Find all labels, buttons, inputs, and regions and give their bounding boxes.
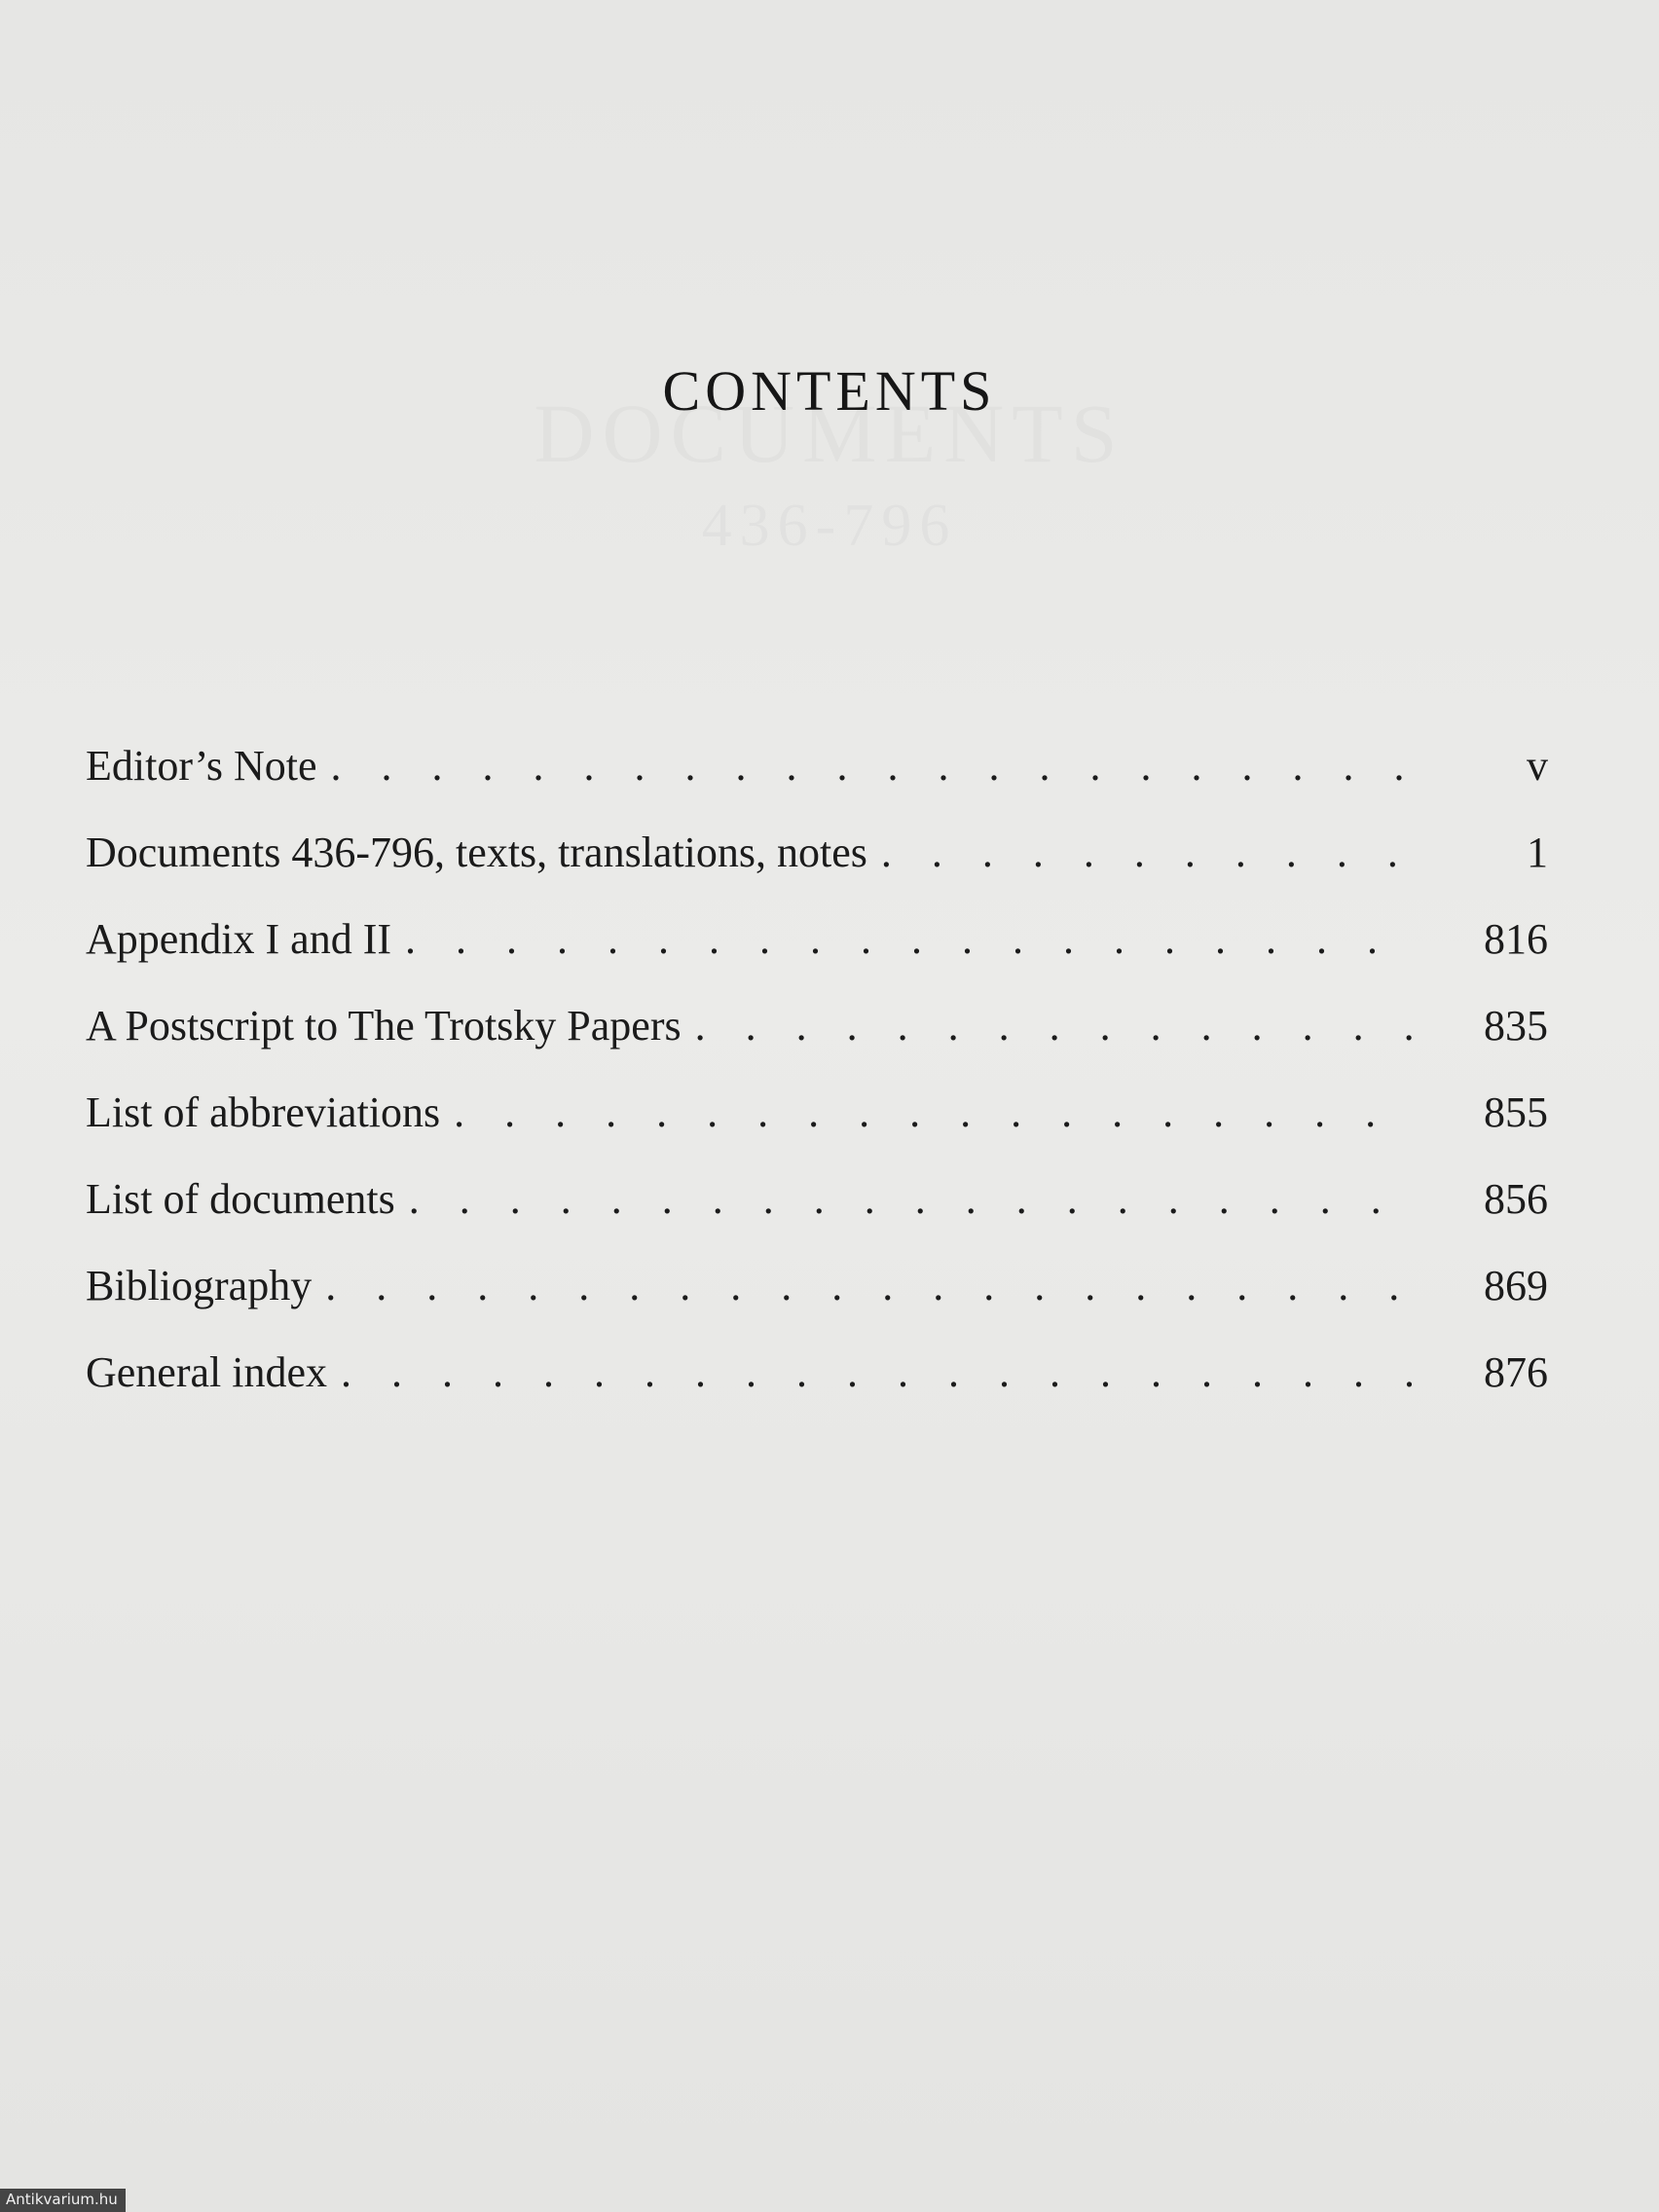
page-title: CONTENTS: [662, 359, 997, 423]
toc-entry: [86, 982, 1548, 1069]
dot-leader: [682, 982, 1412, 1069]
toc-entry-label: List of abbreviations: [86, 1088, 441, 1136]
watermark-label: Antikvarium.hu: [0, 2189, 126, 2212]
toc-entry-label: Appendix I and II: [86, 915, 392, 963]
table-of-contents: [86, 722, 1548, 1416]
toc-entry: [86, 1156, 1548, 1242]
dot-leader: [395, 1156, 1412, 1242]
toc-entry-page: 855: [1484, 1088, 1548, 1136]
toc-entry-label: Bibliography: [86, 1262, 313, 1309]
toc-entry: [86, 1069, 1548, 1156]
toc-entry: [86, 896, 1548, 982]
toc-entry-label: Documents 436-796, texts, translations, notes: [86, 829, 867, 876]
dot-leader: [391, 896, 1412, 982]
dot-leader: [312, 1242, 1412, 1329]
dot-leader: [327, 1329, 1412, 1416]
toc-entry-label: Editor’s Note: [86, 742, 317, 790]
toc-entry-page: 816: [1484, 915, 1548, 963]
toc-entry-label: General index: [86, 1348, 327, 1396]
toc-entry: [86, 722, 1548, 809]
toc-entry-page: 869: [1484, 1262, 1548, 1309]
show-through-subtitle: [0, 492, 1659, 561]
toc-entry-page: v: [1527, 742, 1548, 790]
toc-entry-page: 856: [1484, 1175, 1548, 1223]
dot-leader: [440, 1069, 1412, 1156]
toc-entry: [86, 1329, 1548, 1416]
dot-leader: [867, 809, 1412, 896]
toc-entry: [86, 809, 1548, 896]
toc-entry-page: 876: [1484, 1348, 1548, 1396]
toc-entry-label: List of documents: [86, 1175, 395, 1223]
toc-entry-page: 835: [1484, 1002, 1548, 1050]
dot-leader: [317, 722, 1413, 809]
toc-entry: [86, 1242, 1548, 1329]
toc-entry-page: 1: [1527, 829, 1548, 876]
toc-entry-label: A Postscript to The Trotsky Papers: [86, 1002, 682, 1050]
